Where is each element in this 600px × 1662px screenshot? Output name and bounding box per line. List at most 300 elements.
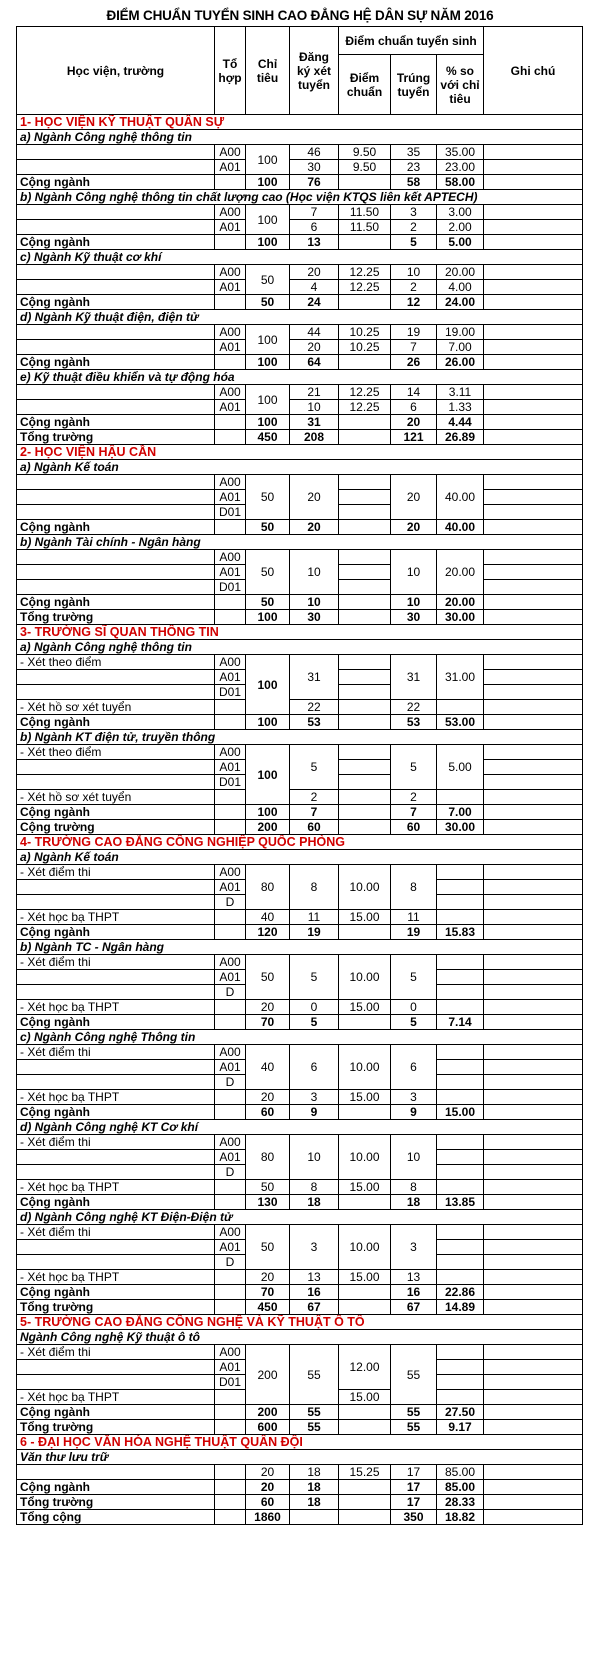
score-cell <box>339 1300 391 1315</box>
percent-cell: 1.33 <box>437 400 484 415</box>
row-label: Cộng ngành <box>17 595 215 610</box>
row-label <box>17 895 215 910</box>
score-cell <box>339 580 391 595</box>
quota-cell: 1860 <box>246 1510 290 1525</box>
registered-cell <box>290 1510 339 1525</box>
registered-cell: 7 <box>290 805 339 820</box>
combo-cell: D01 <box>215 580 246 595</box>
table-row <box>17 1345 583 1360</box>
total-row <box>17 925 583 940</box>
major-title: a) Ngành Kế toán <box>17 460 583 475</box>
percent-cell <box>437 1360 484 1375</box>
registered-cell: 16 <box>290 1285 339 1300</box>
admitted-cell: 10 <box>391 595 437 610</box>
section-row <box>17 1435 583 1450</box>
note-cell <box>484 1285 583 1300</box>
percent-cell <box>437 1060 484 1075</box>
score-cell: 15.00 <box>339 1090 391 1105</box>
score-cell <box>339 745 391 760</box>
note-cell <box>484 1300 583 1315</box>
total-row <box>17 1195 583 1210</box>
row-label: Tổng cộng <box>17 1510 215 1525</box>
registered-cell: 3 <box>290 1225 339 1270</box>
combo-cell <box>215 1300 246 1315</box>
combo-cell <box>215 295 246 310</box>
note-cell <box>484 925 583 940</box>
registered-cell: 20 <box>290 520 339 535</box>
major-row <box>17 1450 583 1465</box>
major-row <box>17 1120 583 1135</box>
row-label: Cộng ngành <box>17 1195 215 1210</box>
admitted-cell: 19 <box>391 925 437 940</box>
row-label <box>17 970 215 985</box>
table-row <box>17 745 583 760</box>
admitted-cell: 11 <box>391 910 437 925</box>
registered-cell: 55 <box>290 1345 339 1405</box>
table-row <box>17 400 583 415</box>
major-row <box>17 850 583 865</box>
note-cell <box>484 520 583 535</box>
table-row <box>17 790 583 805</box>
total-row <box>17 715 583 730</box>
registered-cell: 208 <box>290 430 339 445</box>
combo-cell <box>215 430 246 445</box>
score-cell: 12.25 <box>339 400 391 415</box>
combo-cell: A00 <box>215 205 246 220</box>
row-label <box>17 1150 215 1165</box>
admitted-cell: 13 <box>391 1270 437 1285</box>
section-title: 5- TRƯỜNG CAO ĐẲNG CÔNG NGHỆ VÀ KỸ THUẬT Ô TÔ <box>17 1315 583 1330</box>
admitted-cell: 17 <box>391 1480 437 1495</box>
registered-cell: 8 <box>290 1180 339 1195</box>
admitted-cell: 18 <box>391 1195 437 1210</box>
score-cell <box>339 715 391 730</box>
admitted-cell: 2 <box>391 790 437 805</box>
admitted-cell: 9 <box>391 1105 437 1120</box>
note-cell <box>484 805 583 820</box>
row-label: - Xét điểm thi <box>17 865 215 880</box>
score-cell <box>339 550 391 565</box>
note-cell <box>484 175 583 190</box>
row-label: Cộng ngành <box>17 355 215 370</box>
row-label: - Xét điểm thi <box>17 1225 215 1240</box>
combo-cell: A01 <box>215 400 246 415</box>
admitted-cell: 53 <box>391 715 437 730</box>
score-cell <box>339 235 391 250</box>
admitted-cell: 60 <box>391 820 437 835</box>
percent-cell <box>437 1045 484 1060</box>
major-row <box>17 640 583 655</box>
header-combo: Tổ hợp <box>215 27 246 115</box>
combo-cell <box>215 1510 246 1525</box>
admitted-cell: 5 <box>391 955 437 1000</box>
row-label <box>17 1240 215 1255</box>
admitted-cell: 2 <box>391 220 437 235</box>
note-cell <box>484 985 583 1000</box>
quota-cell: 100 <box>246 715 290 730</box>
note-cell <box>484 1345 583 1360</box>
major-row <box>17 730 583 745</box>
page-title: ĐIỂM CHUẨN TUYỂN SINH CAO ĐẲNG HỆ DÂN SỰ NĂM 2016 <box>106 8 494 23</box>
quota-cell: 40 <box>246 910 290 925</box>
combo-cell <box>215 805 246 820</box>
registered-cell: 24 <box>290 295 339 310</box>
combo-cell <box>215 415 246 430</box>
percent-cell <box>437 1255 484 1270</box>
row-label: - Xét hồ sơ xét tuyển <box>17 790 215 805</box>
note-cell <box>484 340 583 355</box>
table-row <box>17 340 583 355</box>
percent-cell <box>437 790 484 805</box>
note-cell <box>484 400 583 415</box>
row-label <box>17 400 215 415</box>
note-cell <box>484 955 583 970</box>
registered-cell: 11 <box>290 910 339 925</box>
major-title: a) Ngành Công nghệ thông tin <box>17 130 583 145</box>
combo-cell: A01 <box>215 880 246 895</box>
percent-cell: 58.00 <box>437 175 484 190</box>
total-row <box>17 1510 583 1525</box>
percent-cell <box>437 970 484 985</box>
row-label: - Xét điểm thi <box>17 955 215 970</box>
percent-cell: 22.86 <box>437 1285 484 1300</box>
quota-cell: 20 <box>246 1000 290 1015</box>
row-label: Cộng ngành <box>17 175 215 190</box>
combo-cell: A00 <box>215 1225 246 1240</box>
score-cell <box>339 610 391 625</box>
combo-cell <box>215 790 246 805</box>
admitted-cell: 19 <box>391 325 437 340</box>
note-cell <box>484 145 583 160</box>
table-row <box>17 1045 583 1060</box>
percent-cell: 30.00 <box>437 610 484 625</box>
table-body <box>17 115 583 1525</box>
quota-cell: 60 <box>246 1495 290 1510</box>
percent-cell <box>437 1000 484 1015</box>
admitted-cell: 3 <box>391 205 437 220</box>
quota-cell: 450 <box>246 1300 290 1315</box>
combo-cell <box>215 700 246 715</box>
registered-cell: 19 <box>290 925 339 940</box>
table-row <box>17 1135 583 1150</box>
registered-cell: 10 <box>290 1135 339 1180</box>
note-cell <box>484 1015 583 1030</box>
quota-cell: 100 <box>246 745 290 805</box>
combo-cell <box>215 355 246 370</box>
registered-cell: 55 <box>290 1405 339 1420</box>
percent-cell: 13.85 <box>437 1195 484 1210</box>
percent-cell: 2.00 <box>437 220 484 235</box>
percent-cell: 7.00 <box>437 805 484 820</box>
section-title: 4- TRƯỜNG CAO ĐẲNG CÔNG NGHIỆP QUỐC PHÒNG <box>17 835 583 850</box>
quota-cell: 50 <box>246 955 290 1000</box>
table-row <box>17 160 583 175</box>
total-row <box>17 1015 583 1030</box>
quota-cell: 100 <box>246 385 290 415</box>
percent-cell: 28.33 <box>437 1495 484 1510</box>
admitted-cell: 20 <box>391 415 437 430</box>
quota-cell: 100 <box>246 655 290 715</box>
percent-cell: 40.00 <box>437 475 484 520</box>
percent-cell <box>437 985 484 1000</box>
row-label: Tổng trường <box>17 610 215 625</box>
score-cell: 9.50 <box>339 145 391 160</box>
note-cell <box>484 760 583 775</box>
note-cell <box>484 565 583 580</box>
combo-cell: A01 <box>215 670 246 685</box>
note-cell <box>484 1465 583 1480</box>
total-row <box>17 595 583 610</box>
header-score-group: Điểm chuẩn tuyển sinh <box>339 27 484 55</box>
row-label <box>17 1465 215 1480</box>
row-label: Tổng trường <box>17 1495 215 1510</box>
combo-cell: A00 <box>215 475 246 490</box>
note-cell <box>484 1225 583 1240</box>
score-cell <box>339 520 391 535</box>
registered-cell: 13 <box>290 235 339 250</box>
note-cell <box>484 880 583 895</box>
note-cell <box>484 655 583 670</box>
note-cell <box>484 1090 583 1105</box>
table-row <box>17 205 583 220</box>
score-cell <box>339 475 391 490</box>
row-label <box>17 220 215 235</box>
note-cell <box>484 1135 583 1150</box>
score-cell: 10.00 <box>339 1225 391 1270</box>
note-cell <box>484 1510 583 1525</box>
combo-cell: A00 <box>215 325 246 340</box>
registered-cell: 30 <box>290 610 339 625</box>
score-cell <box>339 355 391 370</box>
table-row <box>17 220 583 235</box>
combo-cell: D <box>215 1165 246 1180</box>
total-row <box>17 520 583 535</box>
table-row <box>17 1090 583 1105</box>
combo-cell: A01 <box>215 1060 246 1075</box>
table-row <box>17 1465 583 1480</box>
total-row <box>17 1420 583 1435</box>
row-label: - Xét học bạ THPT <box>17 1090 215 1105</box>
score-cell <box>339 670 391 685</box>
total-row <box>17 1495 583 1510</box>
note-cell <box>484 1255 583 1270</box>
registered-cell: 46 <box>290 145 339 160</box>
row-label <box>17 1255 215 1270</box>
row-label: - Xét học bạ THPT <box>17 1390 215 1405</box>
score-cell <box>339 775 391 790</box>
row-label <box>17 1060 215 1075</box>
table-row <box>17 265 583 280</box>
combo-cell: A00 <box>215 655 246 670</box>
percent-cell: 85.00 <box>437 1480 484 1495</box>
note-cell <box>484 415 583 430</box>
table-row <box>17 955 583 970</box>
admitted-cell: 67 <box>391 1300 437 1315</box>
percent-cell <box>437 1225 484 1240</box>
total-row <box>17 235 583 250</box>
header-admitted: Trúng tuyển <box>391 55 437 115</box>
total-row <box>17 355 583 370</box>
section-title: 6 - ĐẠI HỌC VĂN HÓA NGHỆ THUẬT QUÂN ĐỘI <box>17 1435 583 1450</box>
major-title: b) Ngành Tài chính - Ngân hàng <box>17 535 583 550</box>
combo-cell <box>215 1285 246 1300</box>
combo-cell <box>215 1105 246 1120</box>
percent-cell <box>437 910 484 925</box>
note-cell <box>484 325 583 340</box>
score-cell <box>339 685 391 700</box>
percent-cell: 40.00 <box>437 520 484 535</box>
combo-cell: A00 <box>215 865 246 880</box>
note-cell <box>484 550 583 565</box>
row-label: Cộng ngành <box>17 1015 215 1030</box>
registered-cell: 31 <box>290 655 339 700</box>
registered-cell: 6 <box>290 1045 339 1090</box>
percent-cell <box>437 895 484 910</box>
total-row <box>17 175 583 190</box>
combo-cell <box>215 1180 246 1195</box>
registered-cell: 20 <box>290 475 339 520</box>
admitted-cell: 6 <box>391 400 437 415</box>
row-label <box>17 475 215 490</box>
score-cell: 15.00 <box>339 1180 391 1195</box>
combo-cell: A01 <box>215 1240 246 1255</box>
quota-cell: 200 <box>246 820 290 835</box>
section-row <box>17 445 583 460</box>
percent-cell: 14.89 <box>437 1300 484 1315</box>
admitted-cell: 20 <box>391 475 437 520</box>
score-cell <box>339 565 391 580</box>
combo-cell <box>215 925 246 940</box>
registered-cell: 3 <box>290 1090 339 1105</box>
major-title: d) Ngành Kỹ thuật điện, điện tử <box>17 310 583 325</box>
quota-cell: 130 <box>246 1195 290 1210</box>
quota-cell: 600 <box>246 1420 290 1435</box>
major-title: b) Ngành KT điện tử, truyền thông <box>17 730 583 745</box>
percent-cell: 30.00 <box>437 820 484 835</box>
admitted-cell: 55 <box>391 1420 437 1435</box>
combo-cell <box>215 1000 246 1015</box>
combo-cell <box>215 1270 246 1285</box>
combo-cell: D01 <box>215 685 246 700</box>
percent-cell: 23.00 <box>437 160 484 175</box>
percent-cell: 26.00 <box>437 355 484 370</box>
combo-cell <box>215 520 246 535</box>
registered-cell: 0 <box>290 1000 339 1015</box>
note-cell <box>484 355 583 370</box>
major-row <box>17 460 583 475</box>
row-label: - Xét điểm thi <box>17 1135 215 1150</box>
admitted-cell: 8 <box>391 865 437 910</box>
major-row <box>17 1210 583 1225</box>
section-title: 2- HỌC VIỆN HẬU CẦN <box>17 445 583 460</box>
score-cell <box>339 805 391 820</box>
score-cell: 9.50 <box>339 160 391 175</box>
note-cell <box>484 295 583 310</box>
combo-cell: A00 <box>215 1045 246 1060</box>
combo-cell: A01 <box>215 160 246 175</box>
quota-cell: 120 <box>246 925 290 940</box>
admitted-cell: 350 <box>391 1510 437 1525</box>
total-row <box>17 1285 583 1300</box>
combo-cell: D <box>215 985 246 1000</box>
total-row <box>17 1480 583 1495</box>
row-label <box>17 280 215 295</box>
combo-cell <box>215 1495 246 1510</box>
admitted-cell: 10 <box>391 265 437 280</box>
admitted-cell: 5 <box>391 745 437 790</box>
major-title: Ngành Công nghệ Kỹ thuật ô tô <box>17 1330 583 1345</box>
note-cell <box>484 670 583 685</box>
note-cell <box>484 475 583 490</box>
section-title: 3- TRƯỜNG SĨ QUAN THÔNG TIN <box>17 625 583 640</box>
row-label <box>17 160 215 175</box>
row-label: - Xét điểm thi <box>17 1345 215 1360</box>
percent-cell: 31.00 <box>437 655 484 700</box>
quota-cell: 20 <box>246 1480 290 1495</box>
note-cell <box>484 160 583 175</box>
combo-cell: D01 <box>215 775 246 790</box>
percent-cell: 9.17 <box>437 1420 484 1435</box>
percent-cell <box>437 1240 484 1255</box>
quota-cell: 100 <box>246 415 290 430</box>
percent-cell <box>437 1390 484 1405</box>
note-cell <box>484 1480 583 1495</box>
registered-cell: 20 <box>290 340 339 355</box>
row-label <box>17 490 215 505</box>
quota-cell: 40 <box>246 1045 290 1090</box>
percent-cell <box>437 880 484 895</box>
row-label <box>17 1360 215 1375</box>
admitted-cell: 55 <box>391 1405 437 1420</box>
registered-cell: 53 <box>290 715 339 730</box>
score-cell <box>339 595 391 610</box>
note-cell <box>484 1180 583 1195</box>
combo-cell <box>215 715 246 730</box>
admitted-cell: 10 <box>391 550 437 595</box>
total-row <box>17 1405 583 1420</box>
admitted-cell: 23 <box>391 160 437 175</box>
quota-cell: 100 <box>246 805 290 820</box>
section-row <box>17 1315 583 1330</box>
quota-cell: 200 <box>246 1345 290 1405</box>
percent-cell <box>437 1345 484 1360</box>
score-cell <box>339 1285 391 1300</box>
combo-cell: A00 <box>215 265 246 280</box>
combo-cell <box>215 1090 246 1105</box>
score-cell <box>339 1495 391 1510</box>
registered-cell: 22 <box>290 700 339 715</box>
note-cell <box>484 205 583 220</box>
score-cell: 15.00 <box>339 1390 391 1405</box>
score-cell: 10.00 <box>339 955 391 1000</box>
major-row <box>17 1330 583 1345</box>
total-row <box>17 1300 583 1315</box>
percent-cell: 20.00 <box>437 265 484 280</box>
registered-cell: 10 <box>290 550 339 595</box>
note-cell <box>484 715 583 730</box>
score-cell <box>339 295 391 310</box>
table-row <box>17 1225 583 1240</box>
note-cell <box>484 775 583 790</box>
combo-cell: A01 <box>215 280 246 295</box>
quota-cell: 80 <box>246 865 290 910</box>
quota-cell: 50 <box>246 295 290 310</box>
admitted-cell: 14 <box>391 385 437 400</box>
major-title: d) Ngành Công nghệ KT Điện-Điện tử <box>17 1210 583 1225</box>
row-label <box>17 775 215 790</box>
note-cell <box>484 430 583 445</box>
admitted-cell: 5 <box>391 1015 437 1030</box>
